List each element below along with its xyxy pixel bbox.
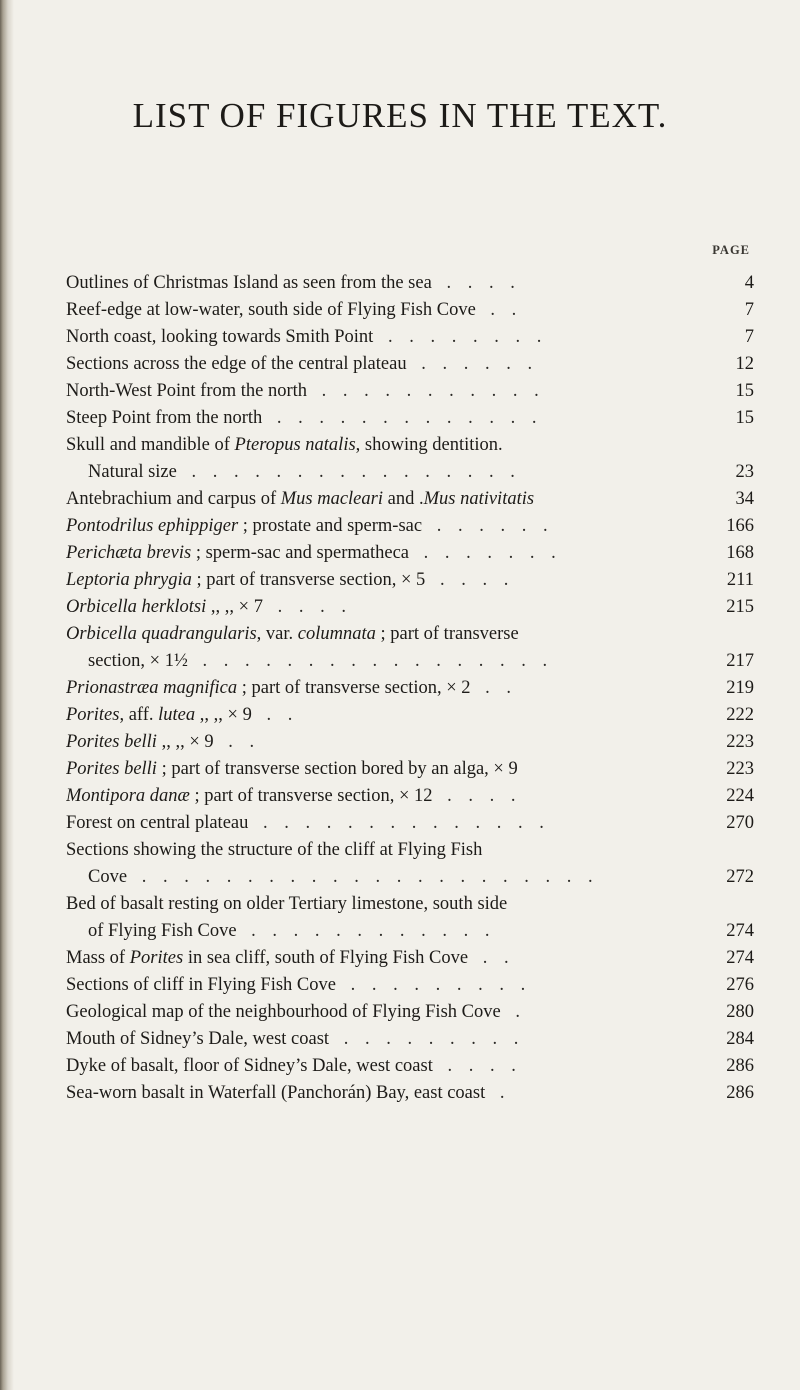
page-number: 272	[726, 867, 754, 887]
figure-entry	[66, 918, 754, 945]
caption-species-name: Orbicella herklotsi	[66, 597, 207, 617]
caption-text: North coast, looking towards Smith Point	[66, 327, 374, 347]
figure-entry	[66, 999, 754, 1026]
leader-dots: . . . . . . . . . . . . . . . . .	[191, 651, 554, 671]
page-number: 222	[726, 705, 754, 725]
figure-entry-caption	[66, 540, 684, 567]
figure-entry	[66, 324, 754, 351]
figure-entry-caption	[66, 1080, 684, 1107]
page-number: 7	[744, 300, 754, 320]
figure-entry-caption	[88, 648, 684, 675]
leader-dots: . . . . . . . . .	[333, 1029, 525, 1049]
caption-text: .	[418, 489, 424, 509]
figure-entry-caption	[66, 432, 684, 459]
caption-text: Cove	[88, 867, 128, 887]
figure-entry	[66, 729, 754, 756]
page-number: 23	[735, 462, 754, 482]
figure-entry	[66, 837, 754, 864]
page-number: 215	[726, 597, 754, 617]
figure-entry	[66, 972, 754, 999]
leader-dots: .	[489, 1083, 511, 1103]
leader-dots: . . . . . . . . . . .	[311, 381, 545, 401]
caption-species-name: Porites belli	[66, 732, 157, 752]
page-number: 15	[735, 381, 754, 401]
figure-entry-caption	[66, 297, 684, 324]
caption-text: , showing dentition.	[355, 435, 503, 455]
leader-dots: . .	[472, 948, 515, 968]
figure-entry	[66, 891, 754, 918]
figure-entry	[66, 702, 754, 729]
leader-dots: . . . . . . . . .	[339, 975, 532, 995]
figure-entry	[66, 648, 754, 675]
page-title: LIST OF FIGURES IN THE TEXT.	[132, 96, 668, 135]
leader-dots: . . . . . . .	[413, 543, 562, 563]
figure-entry	[66, 405, 754, 432]
figure-entry-caption	[66, 810, 684, 837]
figure-entry-caption	[66, 756, 684, 783]
caption-text: Reef-edge at low-water, south side of Flying Fish Cove	[66, 300, 476, 320]
caption-text: ; part of transverse	[375, 624, 519, 644]
leader-dots: . . . . . . . . . . . . . .	[252, 813, 550, 833]
page-number: 217	[726, 651, 754, 671]
page-number: 276	[726, 975, 754, 995]
caption-species-name: lutea	[158, 705, 196, 725]
page-number: 219	[726, 678, 754, 698]
caption-text: Sea-worn basalt in Waterfall (Panchorán) Bay, east coast	[66, 1083, 486, 1103]
book-spine-edge	[0, 0, 14, 1390]
caption-text: ; part of transverse section, × 12	[189, 786, 433, 806]
figure-entry-caption	[88, 918, 684, 945]
caption-text: section, × 1½	[88, 651, 188, 671]
figure-entry-caption	[66, 378, 684, 405]
caption-species-name: Perichæta brevis	[66, 543, 192, 563]
page-number: 168	[726, 543, 754, 563]
leader-dots: . .	[255, 705, 299, 725]
figure-list	[66, 270, 754, 1107]
page-number: 224	[726, 786, 754, 806]
leader-dots: . . . . . . . . . . . . . . . . . . . . . .	[131, 867, 599, 887]
figure-entry	[66, 270, 754, 297]
page-number: 166	[726, 516, 754, 536]
caption-species-name: Leptoria phrygia	[66, 570, 192, 590]
figure-entry-caption	[66, 945, 684, 972]
caption-text: ; part of transverse section, × 2	[237, 678, 471, 698]
caption-text: Antebrachium and carpus of	[66, 489, 281, 509]
caption-text: in sea cliff, south of Flying Fish Cove	[183, 948, 469, 968]
caption-text: Sections across the edge of the central plateau	[66, 354, 407, 374]
figure-entry-caption	[66, 972, 684, 999]
page-number: 280	[726, 1002, 754, 1022]
leader-dots: . . . .	[429, 570, 515, 590]
figure-entry-caption	[66, 999, 684, 1026]
caption-text: Natural size	[88, 462, 177, 482]
figure-entry	[66, 297, 754, 324]
leader-dots: . . . . . .	[410, 354, 539, 374]
figure-entry-caption	[66, 783, 684, 810]
caption-text: , aff.	[119, 705, 159, 725]
figure-entry-caption	[66, 513, 684, 540]
leader-dots: . .	[479, 300, 523, 320]
figure-entry	[66, 756, 754, 783]
caption-text: Forest on central plateau	[66, 813, 249, 833]
page-number: 284	[726, 1029, 754, 1049]
caption-species-name: columnata	[297, 624, 376, 644]
caption-species-name: Porites	[66, 705, 120, 725]
caption-text: Skull and mandible of	[66, 435, 235, 455]
figure-entry-caption	[66, 486, 684, 513]
page-number: 7	[744, 327, 754, 347]
leader-dots: . . . .	[436, 786, 522, 806]
figure-entry	[66, 621, 754, 648]
leader-dots: .	[504, 1002, 526, 1022]
page-number: 15	[735, 408, 754, 428]
caption-text: ,, ,, × 9	[156, 732, 214, 752]
page-number: 223	[726, 759, 754, 779]
caption-text: Sections showing the structure of the cliff at Flying Fish	[66, 840, 483, 860]
figure-entry-caption	[66, 1026, 684, 1053]
page-number: 34	[735, 489, 754, 509]
page-number: 223	[726, 732, 754, 752]
page-column-heading: PAGE	[712, 243, 750, 257]
leader-dots: . . . . . . . . . . . . .	[266, 408, 543, 428]
figure-entry-caption	[66, 621, 684, 648]
page-number: 286	[726, 1056, 754, 1076]
leader-dots: . . . . . .	[426, 516, 554, 536]
caption-text: , var.	[256, 624, 298, 644]
caption-text: Mass of	[66, 948, 130, 968]
caption-species-name: Pteropus natalis	[234, 435, 356, 455]
caption-text: Mouth of Sidney’s Dale, west coast	[66, 1029, 330, 1049]
figure-entry	[66, 864, 754, 891]
figure-entry-caption	[66, 405, 684, 432]
figure-entry-caption	[66, 1053, 684, 1080]
leader-dots: . .	[474, 678, 518, 698]
figure-entry	[66, 540, 754, 567]
caption-text: Outlines of Christmas Island as seen from the sea	[66, 273, 432, 293]
figure-entry	[66, 1080, 754, 1107]
figure-entry	[66, 594, 754, 621]
figure-entry-caption	[66, 567, 684, 594]
figure-entry	[66, 459, 754, 486]
figure-entry	[66, 378, 754, 405]
figure-entry	[66, 675, 754, 702]
leader-dots: . . . .	[435, 273, 521, 293]
caption-text: ,, ,, × 9	[195, 705, 252, 725]
figure-entry	[66, 432, 754, 459]
caption-text: of Flying Fish Cove	[88, 921, 237, 941]
caption-species-name: Porites belli	[66, 759, 157, 779]
figure-entry	[66, 1026, 754, 1053]
caption-species-name: Orbicella quadrangularis	[66, 624, 257, 644]
page-number: 274	[726, 948, 754, 968]
page-number: 274	[726, 921, 754, 941]
figure-entry-caption	[66, 702, 684, 729]
figure-entry-caption	[66, 351, 684, 378]
caption-species-name: Prionastræa magnifica	[66, 678, 238, 698]
caption-text: Sections of cliff in Flying Fish Cove	[66, 975, 336, 995]
caption-species-name: Mus macleari	[280, 489, 383, 509]
caption-text: and	[382, 489, 419, 509]
page-number: 12	[735, 354, 754, 374]
leader-dots: . . . . . . . . . . . . . . . .	[180, 462, 521, 482]
leader-dots: . .	[217, 732, 261, 752]
figure-entry-caption	[66, 837, 684, 864]
caption-text: North-West Point from the north	[66, 381, 308, 401]
figure-entry-caption	[66, 675, 684, 702]
figure-entry-caption	[66, 270, 684, 297]
caption-text: Bed of basalt resting on older Tertiary limestone, south side	[66, 894, 508, 914]
caption-species-name: Pontodrilus ephippiger	[66, 516, 239, 536]
caption-text: Dyke of basalt, floor of Sidney’s Dale, west coast	[66, 1056, 433, 1076]
leader-dots: . . . .	[266, 597, 352, 617]
figure-entry	[66, 486, 754, 513]
figure-entry-caption	[66, 594, 684, 621]
figure-entry	[66, 1053, 754, 1080]
figure-entry	[66, 351, 754, 378]
caption-species-name: Porites	[129, 948, 184, 968]
figure-entry-caption	[66, 729, 684, 756]
caption-species-name: Mus nativitatis	[423, 489, 535, 509]
page-number: 286	[726, 1083, 754, 1103]
figure-entry	[66, 513, 754, 540]
caption-text: Geological map of the neighbourhood of Flying Fish Cove	[66, 1002, 501, 1022]
page-number: 211	[726, 570, 754, 590]
figure-entry-caption	[88, 864, 684, 891]
leader-dots: . . . .	[436, 1056, 522, 1076]
figure-entry-caption	[88, 459, 684, 486]
figure-entry	[66, 783, 754, 810]
leader-dots: . . . . . . . . . . . .	[240, 921, 496, 941]
page-number: 4	[744, 273, 754, 293]
caption-text: ; part of transverse section bored by an alga, × 9	[156, 759, 518, 779]
caption-text: ; part of transverse section, × 5	[191, 570, 426, 590]
caption-species-name: Montipora danæ	[66, 786, 190, 806]
caption-text: Steep Point from the north	[66, 408, 263, 428]
caption-text: ; prostate and sperm-sac	[238, 516, 423, 536]
figure-entry	[66, 810, 754, 837]
figure-entry-caption	[66, 324, 684, 351]
page-number: 270	[726, 813, 754, 833]
caption-text: ,, ,, × 7	[206, 597, 263, 617]
leader-dots: . . . . . . . .	[377, 327, 548, 347]
figure-entry	[66, 945, 754, 972]
figure-entry-caption	[66, 891, 684, 918]
caption-text: ; sperm-sac and spermatheca	[191, 543, 409, 563]
figure-entry	[66, 567, 754, 594]
